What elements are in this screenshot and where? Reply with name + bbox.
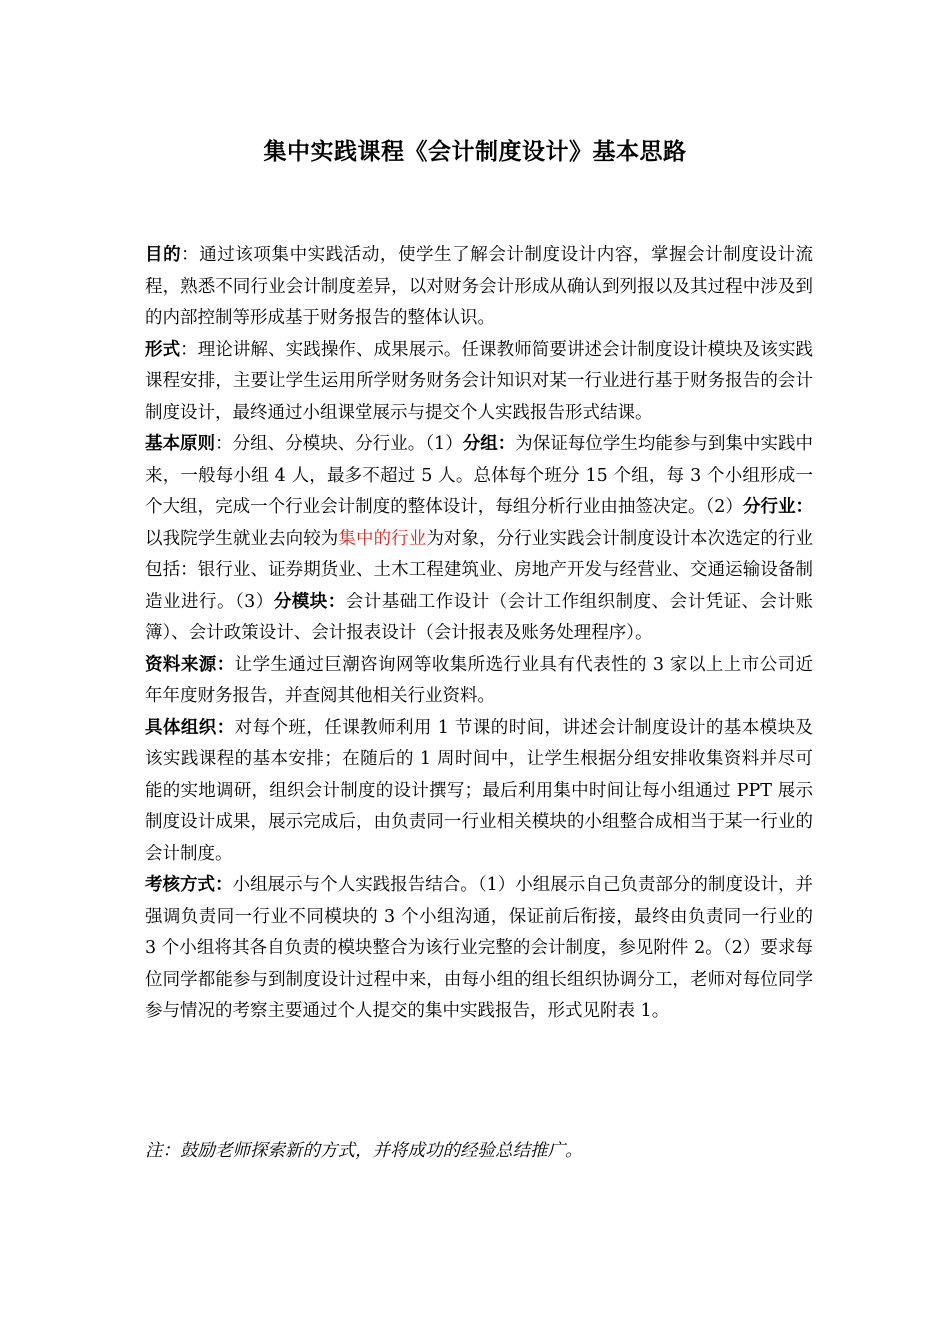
organization-label: 具体组织： [145,717,235,738]
principles-intro: 分组、分模块、分行业。（1） [232,434,463,454]
grouping-label: 分组： [462,434,516,454]
module-text: 会计基础工作设计（会计工作组织制度、会计凭证、会计账簿）、会计政策设计、会计报表设计（会计报表及账务处理程序）。 [145,591,814,643]
sources-text: 让学生通过巨潮咨询网等收集所选行业具有代表性的 3 家以上上市公司近年年度财务报告，并查阅其他相关行业资料。 [145,654,814,706]
assessment-paragraph [145,870,813,1028]
principles-paragraph [145,429,813,650]
organization-text: 对每个班，任课教师利用 1 节课的时间，讲述会计制度设计的基本模块及该实践课程的基本安排；在随后的 1 周时间中，让学生根据分组安排收集资料并尽可能的实地调研，组织会计制度的设计撰写；最后利用集中时间让每小组通过 PPT 展示制度设计成果，展示完成后，由负责同一行业相关模块的小组整合成相当于某一行业的会计制度。 [145,717,814,864]
assessment-text: 小组展示与个人实践报告结合。（1）小组展示自己负责部分的制度设计，并强调负责同一行业不同模块的 3 个小组沟通，保证前后衔接，最终由负责同一行业的 3 个小组将其各自负责的模块整合为该行业完整的会计制度，参见附件 2。（2）要求每位同学都能参与到制度设计过程中来，由每小组的组长组织协调分工，老师对每位同学参与情况的考察主要通过个人提交的集中实践报告，形式见附表 1。 [145,875,814,1021]
document-title: 集中实践课程《会计制度设计》基本思路 [263,139,687,165]
purpose-text: 通过该项集中实践活动，使学生了解会计制度设计内容，掌握会计制度设计流程，熟悉不同行业会计制度差异，以对财务会计形成从确认到列报以及其过程中涉及到的内部控制等形成基于财务报告的整体认识。 [145,245,814,328]
form-text: 理论讲解、实践操作、成果展示。任课教师简要讲述会计制度设计模块及该实践课程安排，主要让学生运用所学财务财务会计知识对某一行业进行基于财务报告的会计制度设计，最终通过小组课堂展示与提交个人实践报告形式结课。 [145,339,814,423]
industry-highlight: 集中的行业 [338,528,427,549]
note-text: 注：鼓励老师探索新的方式，并将成功的经验总结推广。 [145,1141,583,1161]
purpose-separator: ： [181,245,200,265]
sources-paragraph [145,650,813,713]
purpose-label: 目的 [145,245,182,265]
assessment-label: 考核方式： [145,875,233,895]
form-separator: ： [180,339,198,360]
principles-label: 基本原则 [145,434,216,454]
organization-paragraph [145,713,813,871]
industry-label: 分行业： [742,497,814,517]
principles-separator: ： [215,434,233,454]
grouping-text: 为保证每位学生均能参与到集中实践中来，一般每小组 4 人，最多不超过 5 人。总体每个班分 15 个组，每 3 个小组形成一个大组，完成一个行业会计制度的整体设计，每组分析行业由抽签决定。（2） [145,434,814,517]
form-paragraph [145,335,813,430]
form-label: 形式 [145,339,181,360]
document-body [145,240,813,1028]
industry-text-a: 以我院学生就业去向较为 [145,528,339,549]
industry-text-b: 为对象，分行业实践会计制度设计本次选定的行业包括：银行业、证券期货业、土木工程建筑业、房地产开发与经营业、交通运输设备制造业进行。（3） [145,528,814,612]
purpose-paragraph [145,240,813,335]
sources-label: 资料来源： [145,654,235,675]
module-label: 分模块： [273,591,346,612]
